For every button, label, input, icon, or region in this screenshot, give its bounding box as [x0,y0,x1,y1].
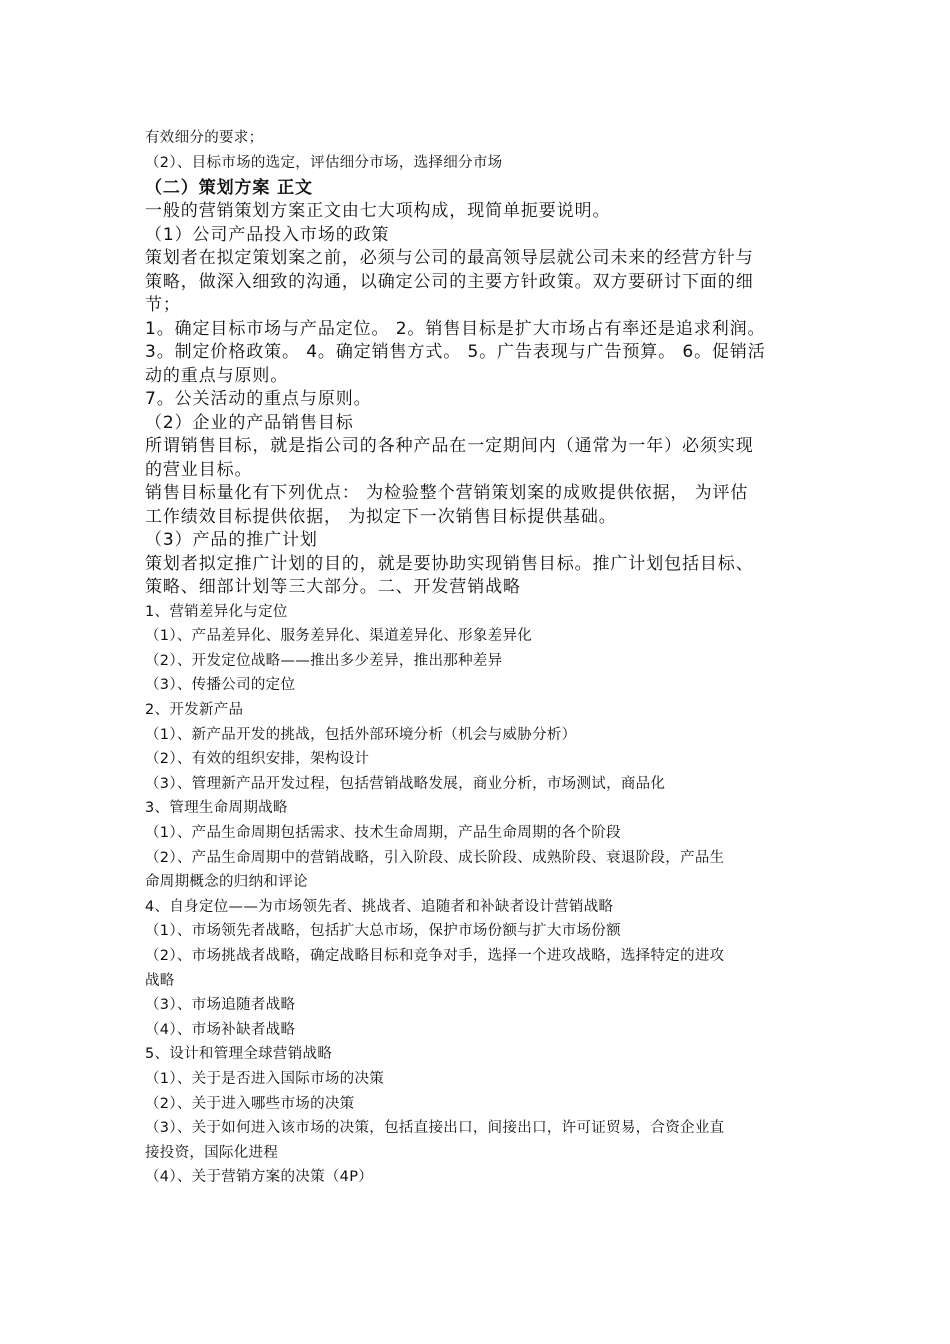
body-line: 的营业目标。 [145,459,253,480]
list-line: （1）、市场领先者战略，包括扩大总市场，保护市场份额与扩大市场份额 [145,923,621,940]
list-line: （3）、管理新产品开发过程，包括营销战略发展，商业分析，市场测试，商品化 [145,775,666,792]
list-line: 命周期概念的归纳和评论 [145,874,308,891]
list-line: （2）、产品生命周期中的营销战略，引入阶段、成长阶段、成熟阶段、衰退阶段，产品生 [145,849,725,866]
body-line: （2）企业的产品销售目标 [145,412,354,433]
body-line: （3）产品的推广计划 [145,530,318,551]
list-line: （1）、新产品开发的挑战，包括外部环境分析（机会与威胁分析） [145,726,577,743]
list-line: （4）、关于营销方案的决策（4P） [145,1169,374,1186]
list-line: 4、自身定位——为市场领先者、挑战者、追随者和补缺者设计营销战略 [145,898,614,915]
body-line: 工作绩效目标提供依据， 为拟定下一次销售目标提供基础。 [145,506,617,527]
body-line: 策略、细部计划等三大部分。二、开发营销战略 [145,577,521,598]
list-line: （1）、产品生命周期包括需求、技术生命周期，产品生命周期的各个阶段 [145,825,621,842]
list-line: （2）、市场挑战者战略，确定战略目标和竞争对手，选择一个进攻战略，选择特定的进攻 [145,948,725,964]
body-line: 节； [145,295,181,316]
body-line: 3。制定价格政策。 4。确定销售方式。 5。广告表现与广告预算。 6。促销活 [145,342,766,363]
list-line: 3、管理生命周期战略 [145,800,288,817]
body-line: 所谓销售目标，就是指公司的各种产品在一定期间内（通常为一年）必须实现 [145,436,754,457]
body-line: 销售目标量化有下列优点： 为检验整个营销策划案的成败提供依据， 为评估 [145,483,749,504]
intro-line: （2）、目标市场的选定，评估细分市场，选择细分市场 [145,154,503,171]
list-line: （3）、关于如何进入该市场的决策，包括直接出口，间接出口，许可证贸易，合资企业直 [145,1120,725,1137]
body-line: （1）公司产品投入市场的政策 [145,224,390,245]
list-line: （2）、关于进入哪些市场的决策 [145,1095,355,1112]
body-line: 策划者拟定推广计划的目的，就是要协助实现销售目标。推广计划包括目标、 [145,553,754,574]
list-line: 接投资，国际化进程 [145,1144,279,1161]
list-line: （3）、市场追随者战略 [145,997,296,1014]
document-page [145,126,815,1190]
list-line: （4）、市场补缺者战略 [145,1021,296,1038]
list-line: 5、设计和管理全球营销战略 [145,1046,333,1063]
list-line: 战略 [145,972,175,989]
list-line: （1）、关于是否进入国际市场的决策 [145,1070,385,1087]
list-line: （2）、有效的组织安排，架构设计 [145,751,370,768]
body-line: 动的重点与原则。 [145,365,289,386]
list-line: 2、开发新产品 [145,702,244,719]
list-line: （3）、传播公司的定位 [145,677,296,694]
section-heading: （二）策划方案 正文 [145,178,313,199]
body-line: 策略，做深入细致的沟通，以确定公司的主要方针政策。双方要研讨下面的细 [145,271,754,292]
body-line: 7。公关活动的重点与原则。 [145,389,372,410]
body-line: 策划者在拟定策划案之前，必须与公司的最高领导层就公司未来的经营方针与 [145,248,754,269]
body-line: 1。确定目标市场与产品定位。 2。销售目标是扩大市场占有率还是追求利润。 [145,318,766,339]
list-line: 1、营销差异化与定位 [145,603,288,620]
list-line: （2）、开发定位战略——推出多少差异，推出那种差异 [145,652,503,669]
intro-line: 有效细分的要求； [145,130,264,146]
list-line: （1）、产品差异化、服务差异化、渠道差异化、形象差异化 [145,628,533,645]
body-line: 一般的营销策划方案正文由七大项构成，现简单扼要说明。 [145,201,611,222]
